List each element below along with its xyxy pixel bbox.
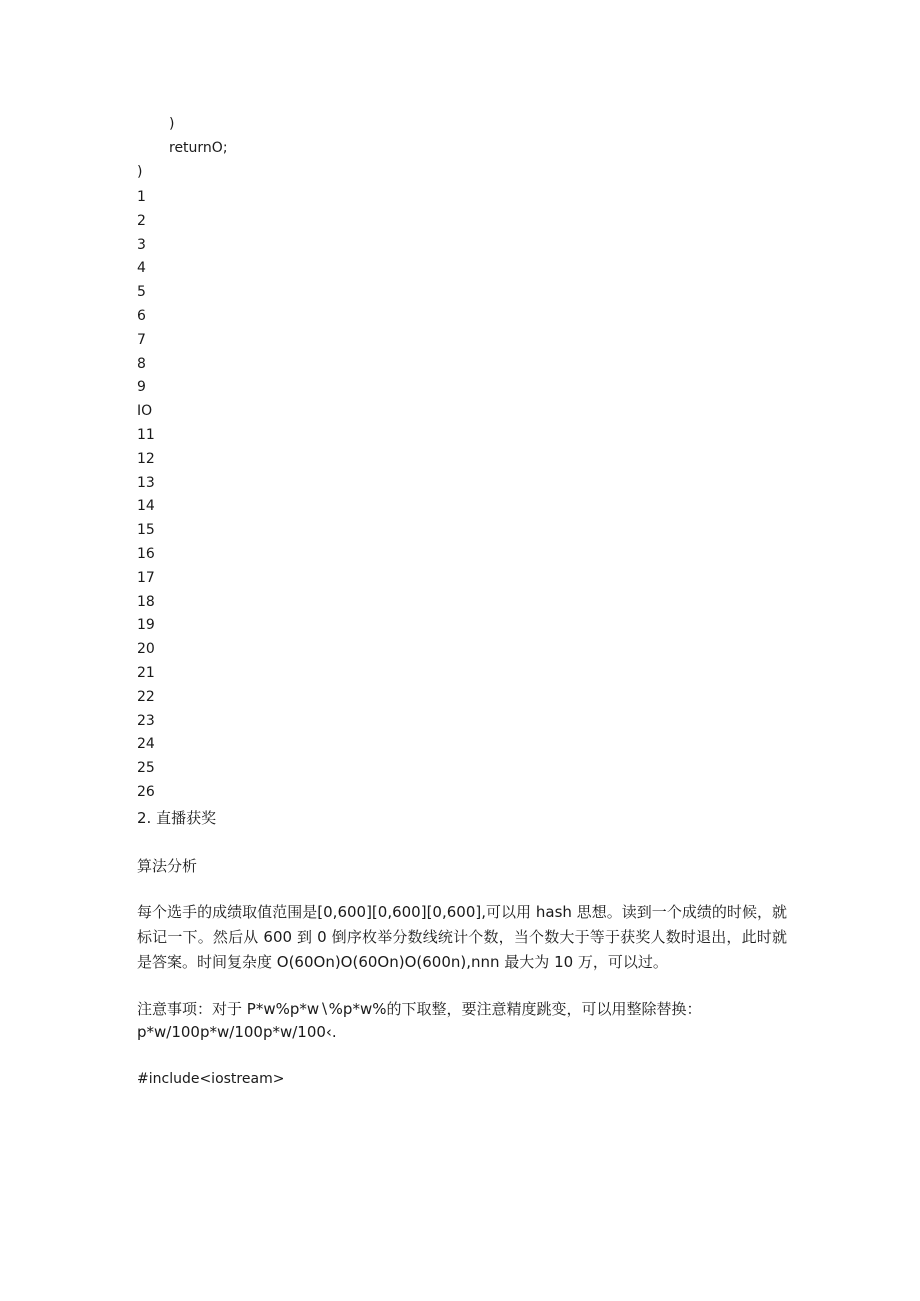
line-number: 18 bbox=[137, 593, 155, 610]
note-paragraph: 注意事项：对于 P*w%p*w∖%p*w%的下取整，要注意精度跳变，可以用整除替换： bbox=[137, 1000, 702, 1018]
line-number: 20 bbox=[137, 641, 155, 658]
include-line: #include<iostream> bbox=[137, 1071, 285, 1087]
analysis-paragraph: 每个选手的成绩取值范围是[0,600][0,600][0,600],可以用 hash 思想。读到一个成绩的时候，就标记一下。然后从 600 到 0 倒序枚举分数线统计个数，当个数大于等于获奖人数时退出，此时就是答案。时间复杂度 O(60On)O(60On)O(600n),nnn 最大为 10 万，可以过。 bbox=[137, 903, 787, 971]
line-number: 17 bbox=[137, 569, 155, 586]
analysis-heading: 算法分析 bbox=[137, 857, 198, 875]
line-number: 8 bbox=[137, 355, 146, 372]
code-line: ) bbox=[137, 164, 143, 180]
line-number: 2 bbox=[137, 212, 146, 229]
code-line: ) bbox=[169, 116, 175, 132]
line-number: 6 bbox=[137, 307, 146, 324]
line-number: 12 bbox=[137, 450, 155, 467]
line-number: 19 bbox=[137, 617, 155, 634]
code-snippet-end bbox=[137, 112, 228, 184]
line-number: 24 bbox=[137, 736, 155, 753]
line-number: 3 bbox=[137, 236, 146, 253]
line-number: 7 bbox=[137, 331, 146, 348]
line-number: 9 bbox=[137, 379, 146, 396]
line-number: 1 bbox=[137, 189, 146, 205]
line-number: IO bbox=[137, 403, 153, 420]
line-number: 14 bbox=[137, 498, 155, 515]
note-formula: p*w/100p*w/100p*w/100‹. bbox=[137, 1023, 337, 1041]
line-number: 23 bbox=[137, 712, 155, 729]
line-number: 16 bbox=[137, 545, 155, 562]
line-number: 13 bbox=[137, 474, 155, 491]
section-title: 2. 直播获奖 bbox=[137, 809, 217, 827]
line-number: 21 bbox=[137, 664, 155, 681]
line-number: 4 bbox=[137, 260, 146, 277]
line-number: 22 bbox=[137, 688, 155, 705]
line-number: 15 bbox=[137, 522, 155, 539]
line-number: 26 bbox=[137, 783, 155, 800]
line-number: 25 bbox=[137, 760, 155, 777]
line-number: 11 bbox=[137, 426, 155, 443]
line-number: 5 bbox=[137, 284, 146, 301]
code-line: returnO; bbox=[169, 140, 228, 156]
line-number-list bbox=[137, 186, 155, 805]
